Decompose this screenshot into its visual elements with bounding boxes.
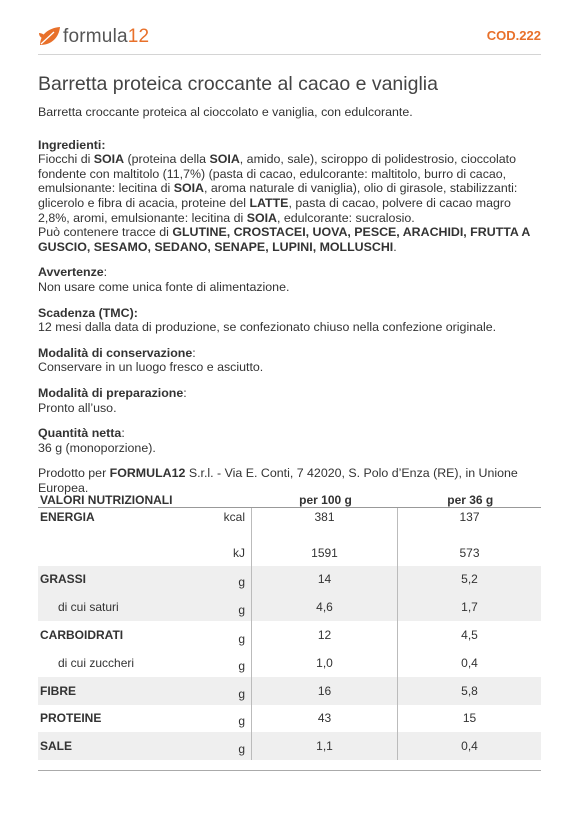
ingredient-text-segment: SOIA xyxy=(173,181,204,196)
nutrient-unit: g xyxy=(215,705,252,732)
value-per36: 137 xyxy=(459,510,480,524)
value-per100: 12 xyxy=(252,621,398,650)
section-label xyxy=(38,386,543,401)
value-per100: 381 xyxy=(252,508,398,536)
value-per36: 5,2 xyxy=(398,566,542,593)
nutrient-unit: g xyxy=(215,621,252,650)
value-per36: 0,4 xyxy=(461,656,478,670)
nutrient-unit: g xyxy=(215,566,252,593)
ingredient-text-segment: Può contenere tracce di xyxy=(38,225,173,240)
logo-number: 12 xyxy=(127,26,150,47)
nutrition-row xyxy=(38,536,541,566)
nutrition-row xyxy=(38,566,541,593)
producer-prefix: Prodotto per xyxy=(38,466,110,481)
nutrient-unit: g xyxy=(215,732,252,760)
value-per100: 1,1 xyxy=(252,732,398,760)
ingredients-section xyxy=(38,138,543,255)
nutrition-table xyxy=(38,492,541,760)
ingredient-text-segment: , aroma naturale di vaniglia), olio di girasole, stabilizzanti: glicerolo e fibra di acacia, proteine del xyxy=(38,181,518,210)
producer-brand: FORMULA12 xyxy=(109,466,186,481)
logo-wordmark xyxy=(63,26,149,48)
section-text: 36 g (monoporzione). xyxy=(38,440,156,455)
producer-address: S.r.l. - Via E. Conti, 7 42020, S. Polo d’Enza (RE), in Unione Europea. xyxy=(38,466,518,495)
nutrient-unit: g xyxy=(215,593,252,621)
nutrition-row xyxy=(38,705,541,732)
section-label xyxy=(38,265,543,280)
footer-divider xyxy=(38,770,541,771)
page-header xyxy=(38,20,541,56)
ingredient-text-segment: . xyxy=(393,239,397,254)
nutrient-unit: kcal xyxy=(215,508,252,536)
header-name: VALORI NUTRIZIONALI xyxy=(38,492,215,508)
section-text: Pronto all’uso. xyxy=(38,400,117,415)
section-text: 12 mesi dalla data di produzione, se confezionato chiuso nella confezione originale. xyxy=(38,320,497,335)
logo-prefix: formula xyxy=(63,26,128,47)
section-label xyxy=(38,346,543,361)
value-per100: 43 xyxy=(252,705,398,732)
nutrition-row xyxy=(38,508,541,536)
ingredient-text-segment: , pasta di cacao, polvere di cacao magro 2,8%, aromi, emulsionante: lecitina di xyxy=(38,195,511,225)
info-sections xyxy=(38,265,543,455)
ingredient-text-segment: LATTE xyxy=(249,195,289,210)
header-unit xyxy=(215,492,252,508)
value-per36: 15 xyxy=(462,711,477,725)
value-per100: 4,6 xyxy=(252,593,398,621)
value-per100: 1,0 xyxy=(252,650,398,677)
info-section xyxy=(38,346,543,375)
section-label-colon: : xyxy=(192,345,196,360)
section-label-text: Modalità di conservazione xyxy=(38,345,193,360)
product-code: COD.222 xyxy=(486,28,541,43)
value-per36: 4,5 xyxy=(461,628,478,642)
info-section xyxy=(38,426,543,455)
ingredient-text-segment: , edulcorante: sucralosio. xyxy=(276,210,415,225)
nutrient-name: SALE xyxy=(38,732,215,760)
section-label-colon: : xyxy=(183,385,187,400)
nutrient-unit: g xyxy=(215,677,252,705)
section-label-text: Avvertenze xyxy=(38,265,104,280)
nutrient-name: di cui zuccheri xyxy=(58,656,135,670)
nutrition-body xyxy=(38,508,541,760)
leaf-logo-icon xyxy=(38,25,62,49)
value-per100: 1591 xyxy=(252,536,398,566)
ingredient-text-segment: SOIA xyxy=(93,152,125,167)
value-per36: 5,8 xyxy=(398,677,542,705)
section-label-colon: : xyxy=(103,265,108,280)
nutrition-row xyxy=(38,621,541,650)
nutrient-name: di cui saturi xyxy=(38,593,215,621)
section-label-text: Modalità di preparazione xyxy=(38,385,184,400)
nutrient-unit: g xyxy=(215,650,252,677)
nutrition-header-row xyxy=(38,492,541,508)
section-text: Conservare in un luogo fresco e asciutto. xyxy=(38,360,264,375)
section-text: Non usare come unica fonte di alimentazione. xyxy=(38,279,290,294)
ingredients-label: Ingredienti: xyxy=(38,137,106,152)
info-section xyxy=(38,306,543,335)
nutrition-row xyxy=(38,650,541,677)
nutrient-name: PROTEINE xyxy=(40,711,102,725)
info-section xyxy=(38,265,543,294)
ingredients-text xyxy=(38,152,543,254)
nutrient-name: FIBRE xyxy=(38,677,215,705)
value-per100: 14 xyxy=(252,566,398,593)
section-label-text: Quantità netta xyxy=(38,426,122,441)
page-title: Barretta proteica croccante al cacao e vaniglia xyxy=(38,73,438,95)
nutrient-name: GRASSI xyxy=(38,566,215,593)
header-divider xyxy=(38,54,541,55)
section-label-text: Scadenza (TMC): xyxy=(38,305,138,320)
ingredient-text-segment: (proteina della xyxy=(124,152,210,167)
nutrient-name: CARBOIDRATI xyxy=(40,628,124,642)
value-per36: 1,7 xyxy=(398,593,542,621)
product-details xyxy=(38,105,543,495)
nutrition-table-wrapper xyxy=(38,492,541,760)
nutrition-row xyxy=(38,593,541,621)
nutrient-unit: kJ xyxy=(215,536,252,566)
value-per100: 16 xyxy=(252,677,398,705)
section-label-colon: : xyxy=(121,426,125,441)
section-label xyxy=(38,426,543,441)
ingredient-text-segment: SOIA xyxy=(209,152,240,167)
header-per100: per 100 g xyxy=(252,492,398,508)
ingredient-text-segment: SOIA xyxy=(246,210,277,225)
section-label xyxy=(38,306,543,321)
nutrient-name xyxy=(38,536,215,566)
brand-logo xyxy=(38,22,149,52)
ingredient-text-segment: GLUTINE, CROSTACEI, UOVA, PESCE, ARACHIDI, FRUTTA A GUSCIO, SESAMO, SEDANO, SENAPE, LUPINI, MOLLUSCHI xyxy=(38,225,530,254)
nutrition-row xyxy=(38,732,541,760)
info-section xyxy=(38,386,543,415)
header-per36: per 36 g xyxy=(398,492,542,508)
ingredient-text-segment: Fiocchi di xyxy=(38,152,94,167)
ingredient-text-segment: , amido, sale), sciroppo di polidestrosio, cioccolato fondente con maltitolo (11,7%) (pasta di cacao, edulcorante: maltitolo, burro di cacao, emulsionante: lecitina di xyxy=(38,152,516,196)
value-per36: 0,4 xyxy=(398,732,542,760)
value-per36: 573 xyxy=(459,545,480,560)
nutrition-row xyxy=(38,677,541,705)
nutrient-name: ENERGIA xyxy=(40,510,95,524)
product-subtitle: Barretta croccante proteica al cioccolato e vaniglia, con edulcorante. xyxy=(38,105,413,119)
